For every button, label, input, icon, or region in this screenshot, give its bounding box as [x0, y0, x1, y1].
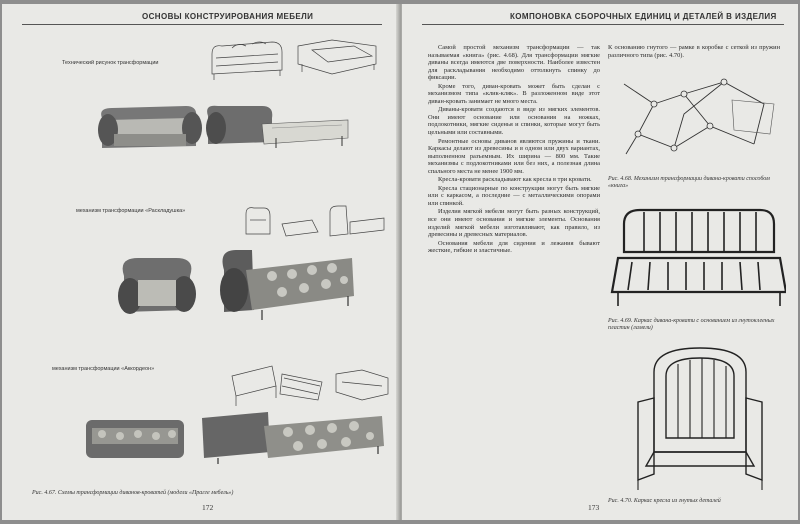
figure-caption-4-67: Рис. 4.67. Схемы трансформации диванов-кроватей (модели «Прагге мебель»): [32, 490, 234, 496]
paragraph: Ремонтные основы диванов являются пружины и ткани. Каркасы делают из древесины и в одном или двух вариантах, выполненном разъемным. Их ширина — 800 мм. Такие механизмы с подлокотниками или без них, а полезная длина спального места не менее 1900 мм.: [428, 137, 600, 175]
right-page: [402, 4, 798, 520]
slat-frame-figure: [610, 200, 786, 310]
paragraph: Диваны-кровати создаются в виде из мягких элементов. Они имеют основание или основания на ножках, подлокотники, мягкие сиденья и спинки, которые могут быть цельными или составными.: [428, 106, 600, 137]
akkordeon-bed-image: [198, 406, 388, 468]
paragraph: Изделия мягкой мебели могут быть разных конструкций, все они имеют основания и мягкие элементы. Основания изделий мягкой мебели изготавливают, как правило, из древесины и древесных материалов.: [428, 208, 600, 239]
figure-caption-4-68: Рис. 4.68. Механизм трансформации дивана-кровати способом «книга»: [608, 176, 770, 189]
paragraph: Кроме того, диван-кровать может быть сделан с механизмом типа «клик-кляк». В разложенном виде этот диван-кровать занимает не много места.: [428, 82, 600, 105]
sofa-open-image: [202, 98, 352, 158]
paragraph: Кресла-кровати раскладывают как кресла в три кровати.: [438, 176, 592, 184]
running-header-left: ОСНОВЫ КОНСТРУИРОВАНИЯ МЕБЕЛИ: [142, 12, 314, 21]
page-number-left: 172: [202, 503, 214, 512]
paragraph: Основания мебели для сидения и лежания бывают жесткие, гибкие и эластичные.: [428, 239, 600, 255]
armchair-frame-figure: [630, 342, 770, 492]
paragraph: Кресла стационарные по конструкции могут быть мягкие или с каркасом, а последние — с металлическими опорами или спинкой.: [428, 184, 600, 207]
header-rule: [22, 24, 382, 25]
text-column-1: [428, 44, 600, 506]
akkordeon-label: механизм трансформации «Аккордеон»: [52, 366, 155, 372]
akkordeon-sofa-image: [80, 412, 190, 466]
left-page: [2, 4, 398, 520]
figure-caption-4-69: Рис. 4.69. Каркас дивана-кровати с основанием из гнутоклееных пластин (ламели): [608, 318, 775, 331]
rasklad-label: механизм трансформации «Раскладушка»: [76, 208, 186, 214]
tech-drawing-label: Технический рисунок трансформации: [62, 60, 159, 66]
sofa-line-drawing: [202, 34, 292, 86]
book-mechanism-figure: [614, 74, 784, 160]
page-number-right: 173: [588, 503, 600, 512]
header-rule: [422, 24, 784, 25]
armchair-closed-image: [114, 252, 200, 322]
sofa-closed-image: [94, 100, 204, 158]
akkordeon-sketch-2: [332, 364, 392, 404]
armchair-bed-image: [212, 240, 362, 324]
paragraph: Самой простой механизм трансформации — так называемая «книга» (рис. 4.68). Для трансформации мягкие диваны всегда имеются две поверхности. Наиболее известен для раскладывания необходимо оттолкнуть спинку до фиксации.: [428, 44, 600, 82]
text-column-2-intro: К основанию гнутого — рамке в коробке с сеткой из пружин различного типа (рис. 4.70).: [608, 44, 780, 59]
sofa-bed-line-drawing: [292, 30, 384, 82]
running-header-right: КОМПОНОВКА СБОРОЧНЫХ ЕДИНИЦ И ДЕТАЛЕЙ В ИЗДЕЛИЯ: [510, 12, 777, 21]
armchair-sketches: [238, 204, 388, 244]
figure-caption-4-70: Рис. 4.70. Каркас кресла из гнутых деталей: [608, 498, 721, 504]
